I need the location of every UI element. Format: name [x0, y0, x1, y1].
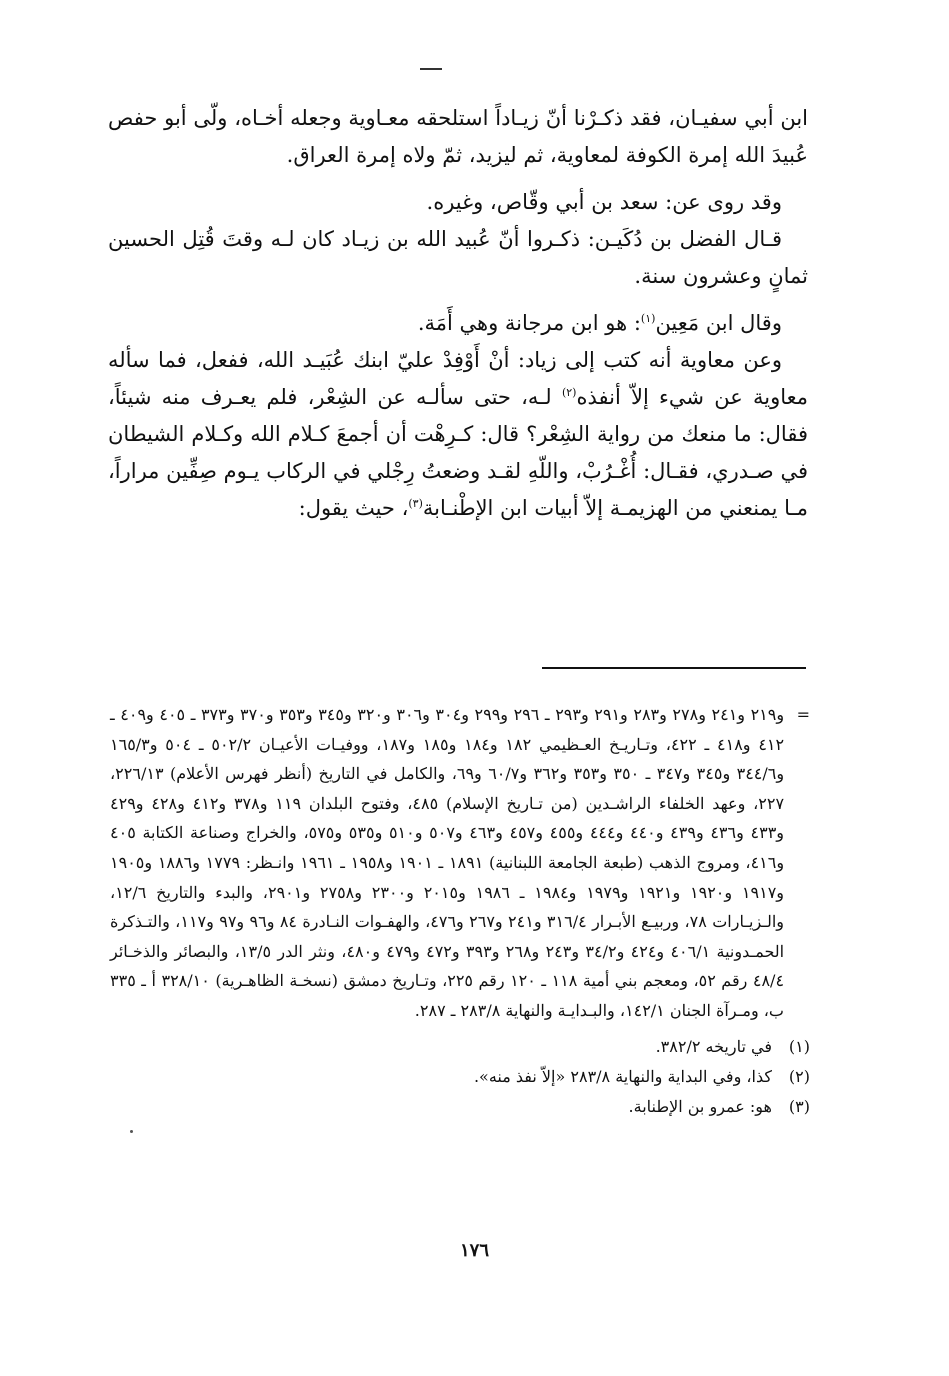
continuation-marker: = — [796, 705, 810, 724]
paragraph-5-text-c: ، حيث يقول: — [298, 496, 409, 520]
paragraph-4-text-a: وقال ابن مَعِين — [655, 311, 782, 335]
ink-speck — [130, 1130, 133, 1133]
paragraph-1: ابن أبي سفيـان، فقد ذكـرْنا أنّ زيـاداً استلحقه معـاوية وجعله أخـاه، ولّى أبو حفص عُبيدَ الله إمرة الكوفة لمعاوية، ثم ليزيد، ثمّ ولاه إمرة العراق. — [108, 106, 808, 167]
footnote-continuation — [110, 700, 810, 1026]
footnote-number: (٣) — [788, 1096, 810, 1116]
paragraph-5-text-a: وعن معاوية أنه كتب إلى زياد: أنْ أَوْفِدْ عليّ ابنك عُبَيـد الله، ففعل، فما سأله معاوية عن شيء إلاّ أنفذه — [108, 348, 808, 409]
footnote-number: (٢) — [788, 1066, 810, 1086]
paragraph-4-text-b: : هو ابن مرجانة وهي أَمَة. — [417, 311, 641, 335]
footnote-text: في تاريخه ٣٨٢/٢. — [655, 1036, 772, 1056]
paragraph-5 — [108, 342, 808, 527]
footnote-ref-3: (٣) — [408, 497, 423, 510]
footnotes — [110, 700, 810, 1122]
header-mark — [420, 68, 442, 70]
footnote-separator — [542, 667, 806, 669]
footnote-ref-2: (٢) — [561, 386, 577, 399]
footnote-list — [110, 1032, 810, 1122]
continuation-text: و٢١٩ و٢٤١ و٢٧٨ و٢٨٣ و٢٩١ و٢٩٣ ـ ٢٩٦ و٢٩٩ و٣٠٤ و٣٠٦ و٣٢٠ و٣٤٥ و٣٥٣ و٣٧٠ و٣٧٣ ـ ٤٠٥ و٤٠٩ ـ ٤١٢ و٤١٨ ـ ٤٢٢، وتـاريـخ العـظيمي ١٨٢ و١٨٤ و١٨٥ و١٨٧، ووفيـات الأعيـان ٥٠٢/٢ ـ ٥٠٤ و١٦٥/٣ و٣٤٤/٦ و٣٤٥ و٣٤٧ ـ ٣٥٠ و٣٥٣ و٣٦٢ و٦٠/٧ و٦٩، والكامل في التاريخ (أنظر فهرس الأعلام) ٢٢٦/١٣، ٢٢٧، وعهد الخلفاء الراشـدين (من تـاريخ الإسلام) ٤٨٥، وفتوح البلدان ١١٩ و٣٧٨ و٤١٢ و٤٢٨ و٤٢٩ و٤٣٣ و٤٣٦ و٤٣٩ و٤٤٠ و٤٤٤ و٤٥٥ و٤٥٧ و٤٦٣ و٥٠٧ و٥١٠ و٥٣٥ و٥٧٥، والخراج وصناعة الكتابة ٤٠٥ و٤١٦، ومروج الذهب (طبعة الجامعة اللبنانية) ١٨٩١ ـ ١٩٠١ و١٩٥٨ ـ ١٩٦١ وانـظر: ١٧٧٩ و١٨٨٦ و١٩٠٥ و١٩١٧ و١٩٢٠ و١٩٢١ و١٩٧٩ و١٩٨٤ ـ ١٩٨٦ و٢٠١٥ و٢٣٠٠ و٢٧٥٨ و٢٩٠١، والبدء والتاريخ ١٢/٦، والـزيـارات ٧٨، وربيـع الأبـرار ٣١٦/٤ و٢٤١ و٢٦٧ و٤٧٦، والهفـوات النـادرة ٨٤ و٩٦ و٩٧ و١١٧، والتـذكرة الحمـدونية ٤٠٦/١ و٤٢٤ و٣٤/٢ و٢٤٣ و٢٦٨ و٣٩٣ و٤٧٢ و٤٧٩ و٤٨٠، ونثر الدر ١٣/٥، والبصائر والذخـائر ٤٨/٤ رقم ٥٢، ومعجم بني أمية ١١٨ ـ ١٢٠ رقم ٢٢٥، وتـاريخ دمشق (نسخـة الظاهـرية) ٣٢٨/١٠ أ ـ ٣٣٥ ب، ومـرآة الجنان ١٤٢/١، والبـدايـة والنهاية ٢٨٣/٨ ـ ٢٨٧. — [110, 705, 785, 1020]
paragraph-5-text-b: لـه، حتى سألـه عن الشِعْر، فلم يعـرف منه شيئاً، فقال: ما منعك من رواية الشِعْر؟ قال: كـرِهْت أن أجمعَ كـلام الله وكـلام الشيطان في صـدري، فقـال: أُغْـرُبْ، واللّهِ لقـد وضعتُ رِجْلي في الركاب يـوم صِفِّين مراراً، مـا يمنعني من الهزيمـة إلاّ أبيات ابن الإطْنـابة — [108, 385, 808, 520]
paragraph-3: قـال الفضل بن دُكَيـن: ذكـروا أنّ عُبيد الله بن زيـاد كان لـه وقتَ قُتِل الحسين ثمانٍ وعشرون سنة. — [108, 227, 808, 288]
paragraph-4 — [108, 305, 808, 342]
page-number: ١٧٦ — [459, 1240, 489, 1261]
footnote-1 — [110, 1032, 810, 1062]
footnote-2 — [110, 1062, 810, 1092]
paragraph-2: وقد روى عن: سعد بن أبي وقّاص، وغيره. — [426, 190, 782, 214]
footnote-3 — [110, 1092, 810, 1122]
footnote-text: كذا، وفي البداية والنهاية ٢٨٣/٨ «إلاّ نفذ منه». — [473, 1066, 772, 1086]
main-text — [108, 100, 808, 527]
footnote-number: (١) — [788, 1036, 810, 1056]
footnote-ref-1: (١) — [640, 312, 656, 325]
footnote-text: هو: عمرو بن الإطنابة. — [628, 1096, 772, 1116]
